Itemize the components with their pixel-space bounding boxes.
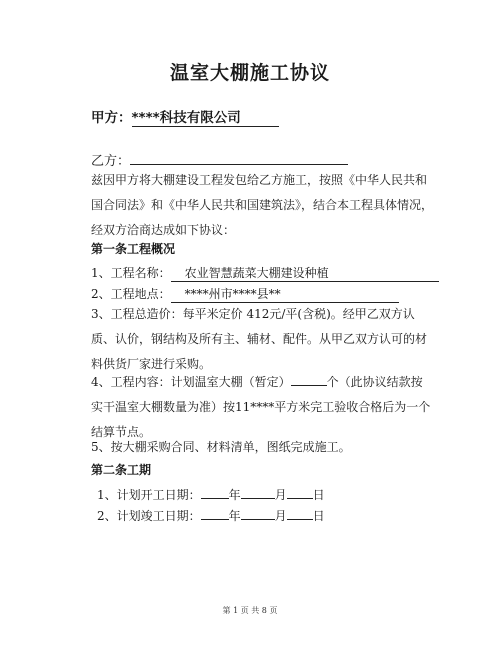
project-location-label: 2、工程地点： bbox=[91, 287, 171, 301]
start-year: 年 bbox=[228, 488, 241, 502]
project-content bbox=[91, 370, 434, 445]
article1-heading: 第一条工程概况 bbox=[91, 242, 176, 256]
project-name bbox=[91, 264, 439, 282]
start-year-blank bbox=[201, 486, 229, 499]
document-title: 温室大棚施工协议 bbox=[169, 62, 330, 84]
party-b-blank bbox=[130, 151, 348, 165]
start-month-blank bbox=[241, 486, 275, 499]
end-day-blank bbox=[287, 507, 313, 520]
start-label: 1、计划开工日期： bbox=[97, 488, 201, 502]
article2-heading: 第二条工期 bbox=[91, 463, 152, 477]
planned-start-date bbox=[97, 486, 325, 503]
intro-text: 兹因甲方将大棚建设工程发包给乙方施工，按照《中华人民共和国合同法》和《中华人民共和国建筑法》，结合本工程具体情况，经双方洽商达成如下协议： bbox=[91, 173, 434, 237]
project-name-label: 1、工程名称： bbox=[91, 266, 171, 280]
end-month-blank bbox=[241, 507, 275, 520]
end-label: 2、计划竣工日期： bbox=[97, 509, 201, 523]
project-location-value: ****州市****县** bbox=[171, 285, 399, 303]
project-name-value: 农业智慧蔬菜大棚建设种植 bbox=[171, 264, 439, 282]
project-content-before: 4、工程内容：计划温室大棚（暂定） bbox=[91, 375, 291, 389]
end-day: 日 bbox=[312, 509, 325, 523]
start-month: 月 bbox=[274, 488, 287, 502]
party-a-label: 甲方： bbox=[91, 110, 132, 126]
project-content-after: 个（此协议结款按实干温室大棚数量为准）按11****平方米完工验收合格后为一个结算节点。 bbox=[91, 375, 431, 439]
project-cost-text: 3、工程总造价：每平米定价 412元/平(含税)。经甲乙双方认质、认价，钢结构及所有主、辅材、配件。从甲乙双方认可的材料供货厂家进行采购。 bbox=[91, 307, 428, 371]
intro-paragraph bbox=[91, 168, 434, 243]
planned-end-date bbox=[97, 507, 325, 524]
start-day-blank bbox=[287, 486, 313, 499]
construction-basis: 5、按大棚采购合同、材料清单，图纸完成施工。 bbox=[91, 440, 351, 454]
party-a-company: ****科技有限公司 bbox=[132, 110, 279, 127]
project-content-blank bbox=[291, 373, 327, 386]
party-b bbox=[91, 150, 348, 169]
project-cost bbox=[91, 302, 434, 377]
party-b-label: 乙方： bbox=[91, 154, 131, 169]
page-footer: 第 1 页 共 8 页 bbox=[222, 606, 278, 615]
end-year: 年 bbox=[228, 509, 241, 523]
project-location bbox=[91, 285, 399, 303]
party-a bbox=[91, 106, 279, 126]
end-year-blank bbox=[201, 507, 229, 520]
start-day: 日 bbox=[312, 488, 325, 502]
end-month: 月 bbox=[274, 509, 287, 523]
